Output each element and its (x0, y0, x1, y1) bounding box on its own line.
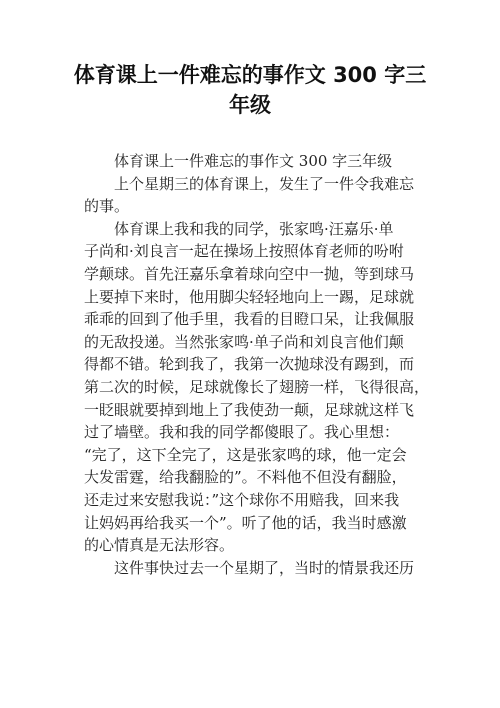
paragraph-main (84, 218, 430, 557)
paragraph-subtitle (84, 150, 420, 173)
text-line: “完了，这下全完了，这是张家鸣的球，他一定会 (84, 445, 407, 464)
text-line: 子尚和·刘良言一起在操场上按照体育老师的吩咐 (84, 242, 404, 261)
text-line: 体育课上我和我的同学，张家鸣·汪嘉乐·单 (114, 219, 394, 238)
title-line: 年级 (229, 93, 271, 117)
paragraph-closing (84, 557, 420, 580)
paragraph-intro (84, 173, 420, 218)
text-line: 过了墙壁。我和我的同学都傻眼了。我心里想： (84, 423, 400, 442)
text-line: 学颠球。首先汪嘉乐拿着球向空中一抛，等到球马 (84, 264, 415, 283)
title-line: 体育课上一件难忘的事作文 300 字三 (73, 63, 427, 87)
document-body (84, 150, 430, 579)
text-line: 让妈妈再给我买一个”。听了他的话，我当时感激 (84, 513, 407, 532)
text-line: 一眨眼就要掉到地上了我使劲一颠，足球就这样飞 (84, 400, 415, 419)
text-line: 得都不错。轮到我了，我第一次抛球没有踢到，而 (84, 355, 415, 374)
text-line: 这件事快过去一个星期了，当时的情景我还历 (114, 558, 415, 577)
text-line: 的事。 (84, 197, 130, 216)
text-line: 乖乖的回到了他手里，我看的目瞪口呆，让我佩服 (84, 310, 415, 329)
text-line: 还走过来安慰我说：”这个球你不用赔我，回来我 (84, 490, 400, 509)
document-title (60, 60, 440, 120)
text-line: 的无敌投递。当然张家鸣·单子尚和刘良言他们颠 (84, 332, 404, 351)
text-line: 大发雷霆，给我翻脸的”。不料他不但没有翻脸， (84, 468, 407, 487)
text-line: 体育课上一件难忘的事作文 300 字三年级 (114, 152, 393, 170)
text-line: 第二次的时候，足球就像长了翅膀一样，飞得很高， (84, 377, 430, 396)
text-line: 上要掉下来时，他用脚尖轻轻地向上一踢，足球就 (84, 287, 415, 306)
text-line: 上个星期三的体育课上，发生了一件令我难忘 (114, 174, 415, 193)
text-line: 的心情真是无法形容。 (84, 536, 235, 555)
